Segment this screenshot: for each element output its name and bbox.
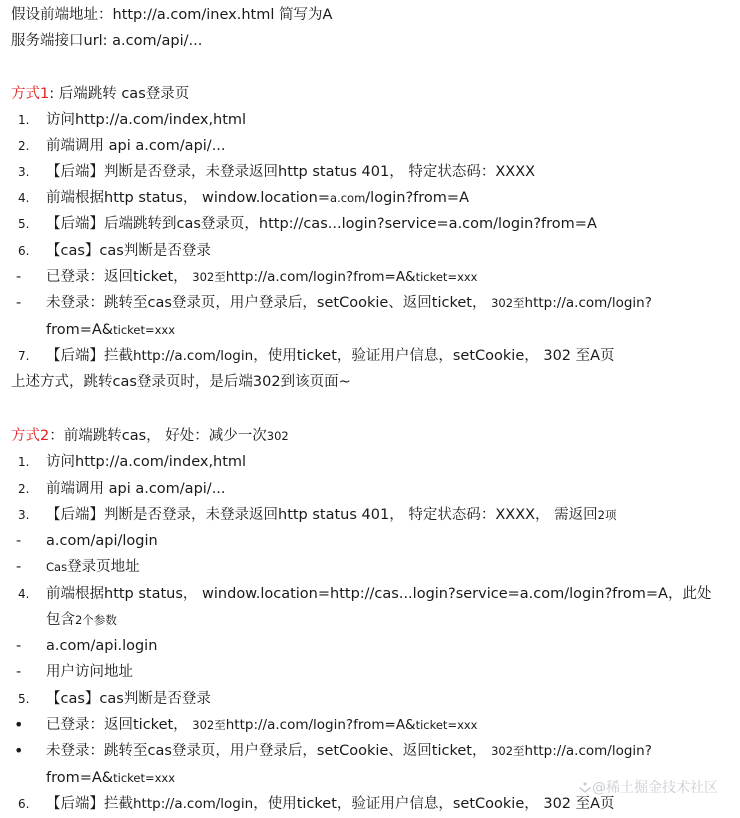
method2-sub3-cas-login-url — [46, 557, 140, 577]
sub-text: from=A& — [46, 770, 114, 786]
sub-text-small: 302至 — [192, 270, 226, 284]
method1-heading — [11, 84, 189, 104]
sub-text: 已登录：返回ticket， — [46, 269, 193, 285]
method2-title-small: 302 — [266, 429, 289, 443]
step-number: 4. — [18, 587, 30, 601]
method2-label: 方式2 — [11, 428, 50, 444]
method1-sub-not-logged-in-cont — [46, 320, 175, 340]
dash-marker: - — [16, 664, 22, 680]
step-number: 3. — [18, 165, 30, 179]
step-number: 4. — [18, 191, 30, 205]
sub-text-url: http://a.com/login?from=A& — [225, 717, 416, 733]
step-text: /login?from=A — [365, 190, 469, 206]
dash-marker: - — [16, 533, 22, 549]
step-number: 2. — [18, 482, 30, 496]
step-text-small: 2个参数 — [75, 613, 117, 627]
step-text-url: http://a.com/login — [133, 348, 254, 364]
step-text-url: http://a.com/login — [133, 796, 254, 812]
bullet-marker: • — [14, 741, 24, 760]
method1-step-2: 前端调用 api a.com/api/... — [46, 138, 226, 154]
method1-title: : 后端跳转 cas登录页 — [49, 86, 190, 102]
method2-sub3-api-login: a.com/api/login — [46, 533, 158, 549]
step-text-small: 2项 — [597, 508, 617, 522]
watermark-text: @稀土掘金技术社区 — [592, 780, 718, 796]
method2-heading — [11, 426, 289, 446]
step-number: 6. — [18, 797, 30, 811]
sub-text-small: ticket=xxx — [415, 718, 478, 732]
step-number: 2. — [18, 139, 30, 153]
dash-marker: - — [16, 638, 22, 654]
method2-sub4-user-url: 用户访问地址 — [46, 664, 133, 680]
step-text: 包含 — [46, 612, 75, 628]
intro-line-2: 服务端接口url: a.com/api/... — [11, 33, 203, 49]
method2-step-5: 【cas】cas判断是否登录 — [46, 691, 211, 707]
method1-step-7 — [46, 346, 615, 366]
sub-text-url: http://a.com/login?from=A& — [225, 269, 416, 285]
step-text-small: a.com — [330, 191, 366, 205]
method2-step-4: 前端根据http status， window.location=http://cas...login?service=a.com/login?from=A，此处 — [46, 586, 712, 602]
method1-step-1: 访问http://a.com/index,html — [46, 112, 247, 128]
step-text: 【后端】拦截 — [46, 796, 133, 812]
bullet-marker: • — [14, 715, 24, 734]
sub-text-small: Cas — [46, 560, 68, 574]
step-number: 1. — [18, 113, 30, 127]
method2-sub5-not-logged-in-cont — [46, 768, 175, 788]
sub-text-small: 302至 — [192, 718, 226, 732]
juejin-logo-icon — [578, 781, 592, 795]
sub-text: 未登录：跳转至cas登录页，用户登录后，setCookie、返回ticket， — [46, 295, 492, 311]
method2-sub4-api-login: a.com/api.login — [46, 638, 158, 654]
method1-step-3: 【后端】判断是否登录，未登录返回http status 401， 特定状态码：XXXX — [46, 164, 536, 180]
method2-step-4-cont — [46, 610, 117, 630]
sub-text-small: 302至 — [491, 744, 525, 758]
method2-sub5-logged-in — [46, 715, 478, 735]
method2-sub5-not-logged-in — [46, 741, 652, 761]
dash-marker: - — [16, 559, 22, 575]
step-text: 【后端】判断是否登录，未登录返回http status 401， 特定状态码：XXXX， 需返回 — [46, 507, 598, 523]
step-text: 前端根据http status， window.location= — [46, 190, 331, 206]
step-number: 1. — [18, 455, 30, 469]
step-number: 5. — [18, 217, 30, 231]
method2-title: ：前端跳转cas， 好处：减少一次 — [49, 428, 267, 444]
sub-text-url: http://a.com/login? — [524, 295, 652, 311]
method1-step-6: 【cas】cas判断是否登录 — [46, 243, 211, 259]
intro-line-1: 假设前端地址：http://a.com/inex.html 简写为A — [11, 7, 333, 23]
method1-step-5: 【后端】后端跳转到cas登录页，http://cas...login?service=a.com/login?from=A — [46, 216, 597, 232]
sub-text-small: 302至 — [491, 296, 525, 310]
dash-marker: - — [16, 295, 22, 311]
method1-label: 方式1 — [11, 86, 50, 102]
sub-text-small: ticket=xxx — [113, 771, 176, 785]
method1-sub-logged-in — [46, 267, 478, 287]
sub-text: from=A& — [46, 322, 114, 338]
sub-text: 已登录：返回ticket， — [46, 717, 193, 733]
step-text: ，使用ticket，验证用户信息，setCookie， 302 至A页 — [253, 796, 615, 812]
method1-summary: 上述方式，跳转cas登录页时，是后端302到该页面~ — [11, 374, 351, 390]
method2-step-1: 访问http://a.com/index,html — [46, 454, 247, 470]
method1-step-4 — [46, 188, 469, 208]
step-text: 【后端】拦截 — [46, 348, 133, 364]
step-number: 5. — [18, 692, 30, 706]
method2-step-2: 前端调用 api a.com/api/... — [46, 481, 226, 497]
method1-sub-not-logged-in — [46, 293, 652, 313]
sub-text-small: ticket=xxx — [113, 323, 176, 337]
method2-step-6 — [46, 794, 615, 814]
step-number: 7. — [18, 349, 30, 363]
sub-text: 未登录：跳转至cas登录页，用户登录后，setCookie、返回ticket， — [46, 743, 492, 759]
step-number: 3. — [18, 508, 30, 522]
method2-step-3 — [46, 505, 617, 525]
sub-text: 登录页地址 — [67, 559, 140, 575]
sub-text-url: http://a.com/login? — [524, 743, 652, 759]
dash-marker: - — [16, 269, 22, 285]
step-number: 6. — [18, 244, 30, 258]
sub-text-small: ticket=xxx — [415, 270, 478, 284]
step-text: ，使用ticket，验证用户信息，setCookie， 302 至A页 — [253, 348, 615, 364]
